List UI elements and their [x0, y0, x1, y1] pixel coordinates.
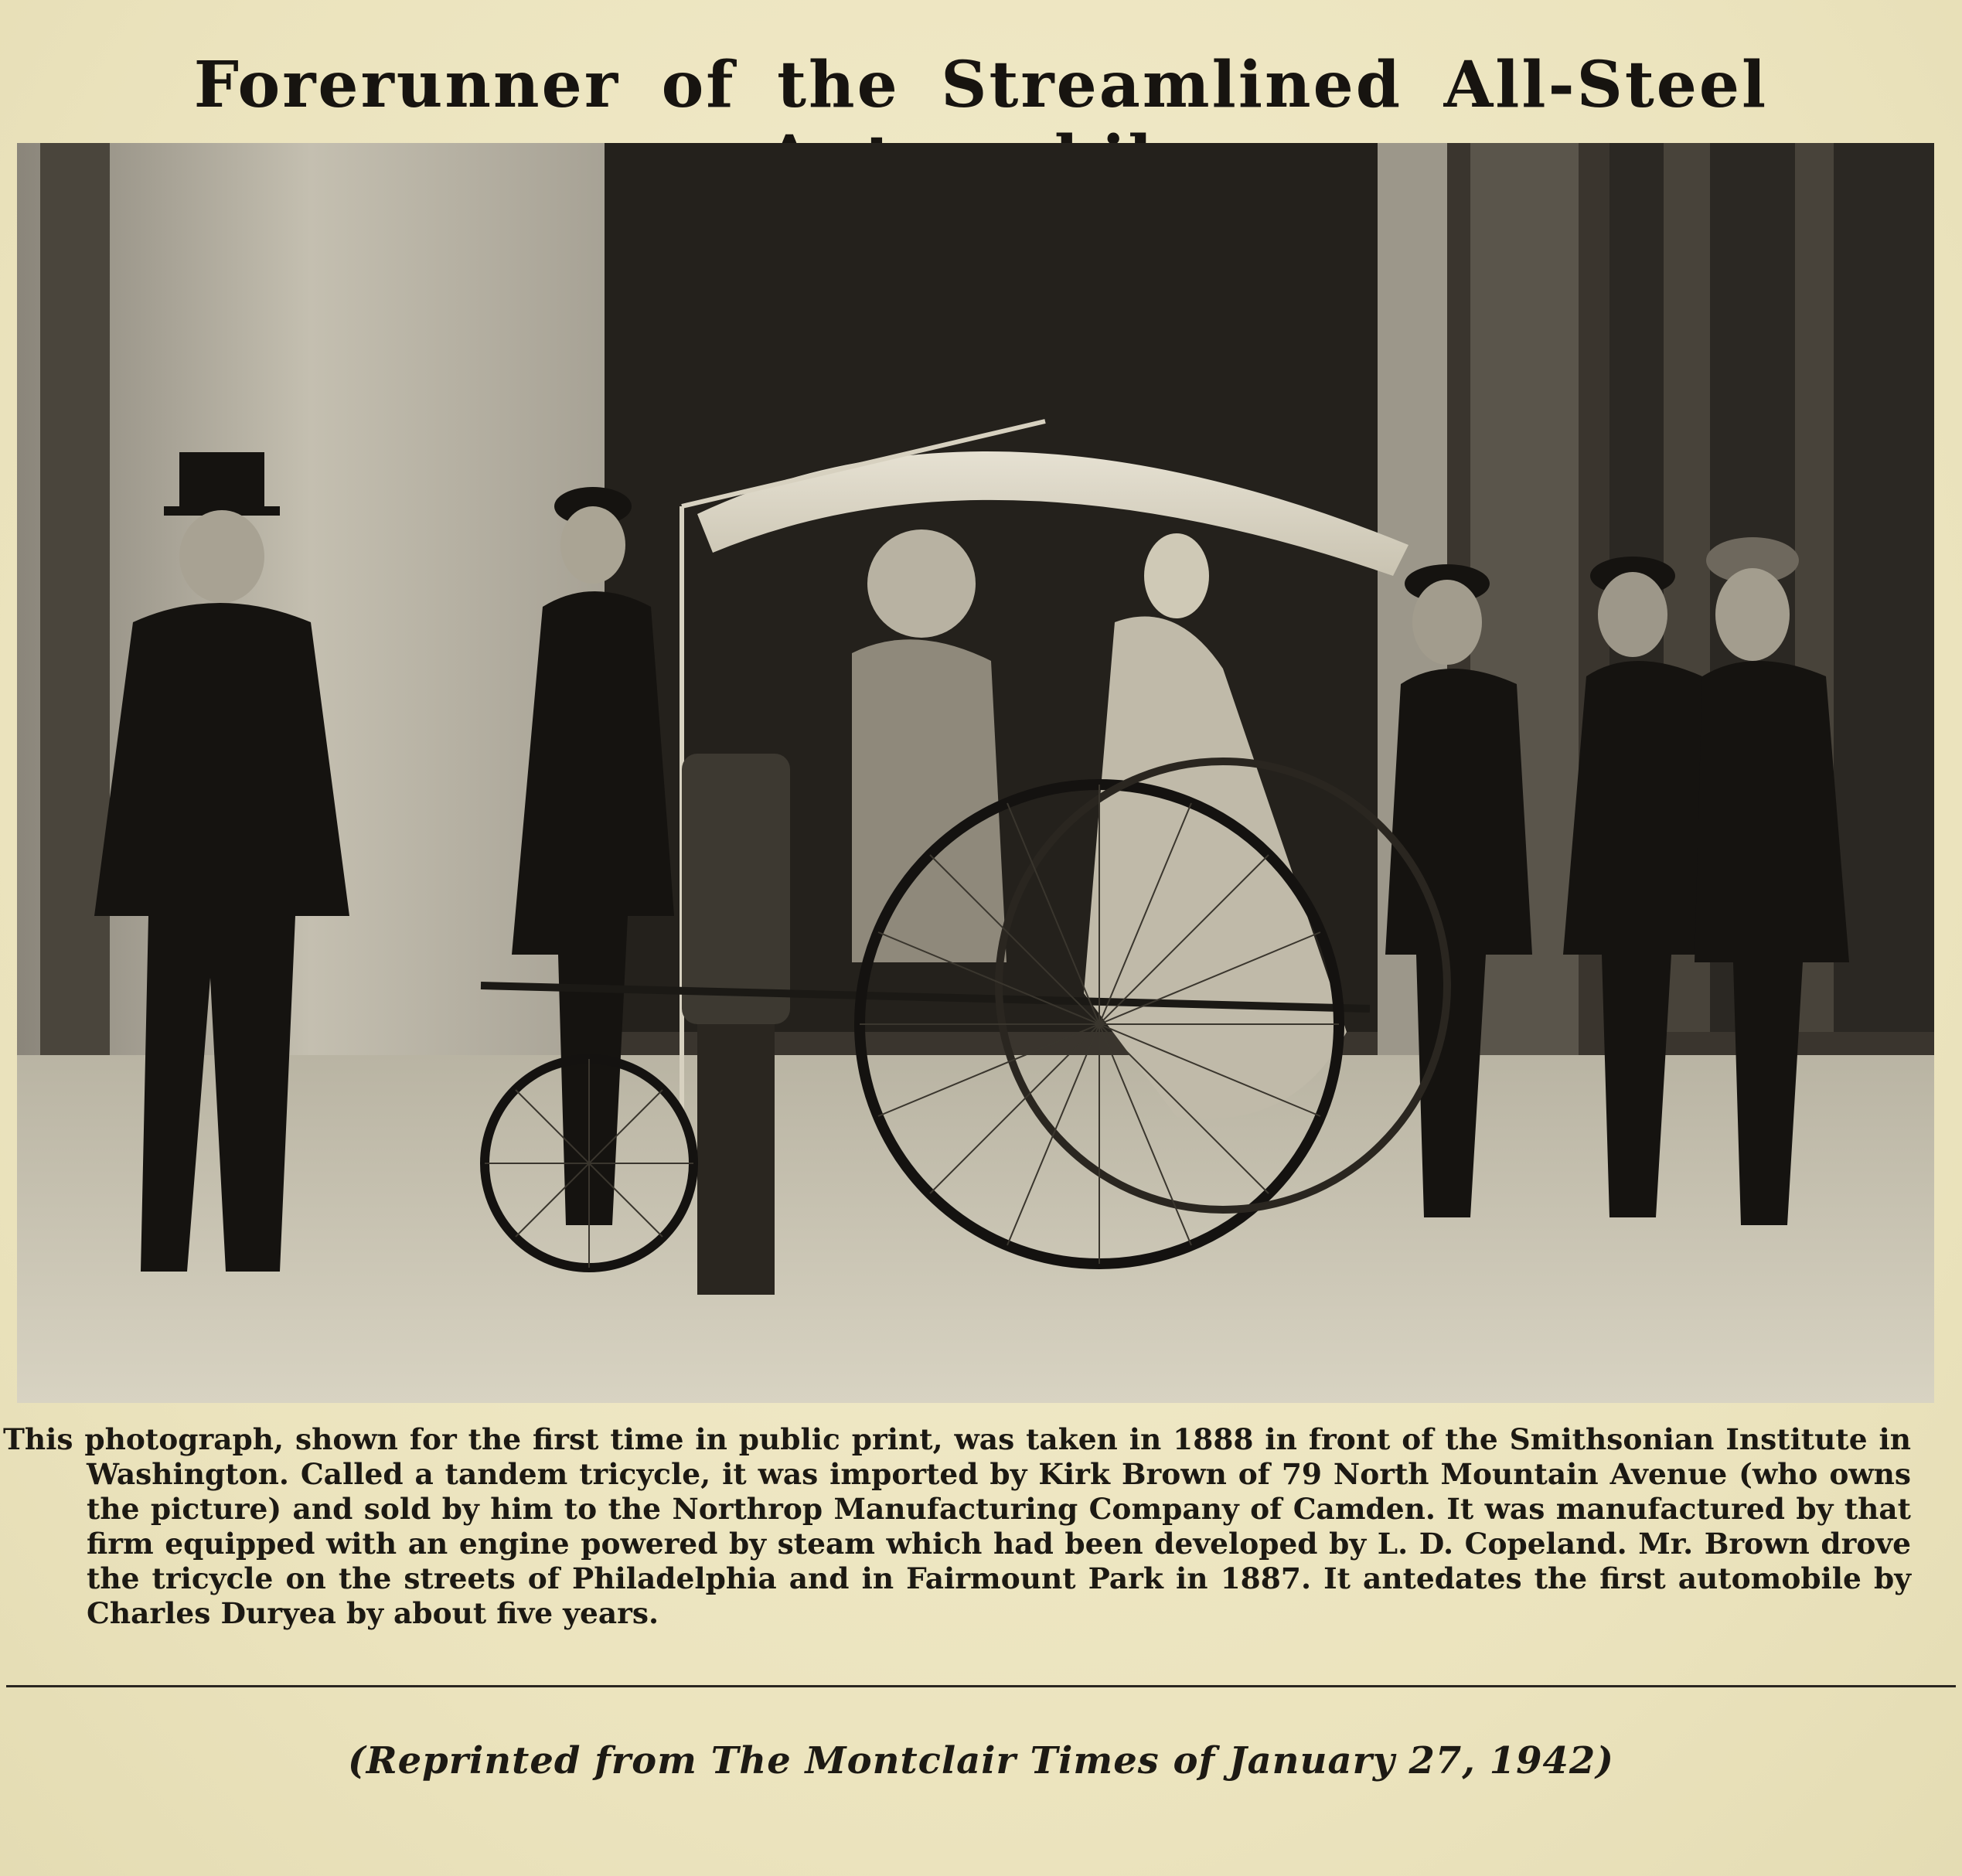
- steam-boiler: [682, 754, 790, 1024]
- photo-caption: This photograph, shown for the first time in public print, was taken in 1888 in front of the Smithsonian Institute in Washington. Called a tandem tricycle, it was imported by Kirk Brown of 79 North Mountain Avenue (who owns the picture) and sold by him to the Northrop Manufacturing Company of Camden. It was manufactured by that firm equipped with an engine powered by steam which had been developed by L. D. Copeland. Mr. Brown drove the tricycle on the streets of Philadelphia and in Fairmount Park in 1887. It antedates the first automobile by Charles Duryea by about five years.: [3, 1422, 1911, 1630]
- steam-tricycle-photo-illustration: [17, 143, 1934, 1403]
- historical-photograph: [17, 143, 1934, 1403]
- headline: Forerunner of the Streamlined All-Steel: [193, 48, 1769, 122]
- reprint-credit: (Reprinted from The Montclair Times of January 27, 1942): [348, 1739, 1614, 1782]
- horizontal-divider: [6, 1685, 1956, 1687]
